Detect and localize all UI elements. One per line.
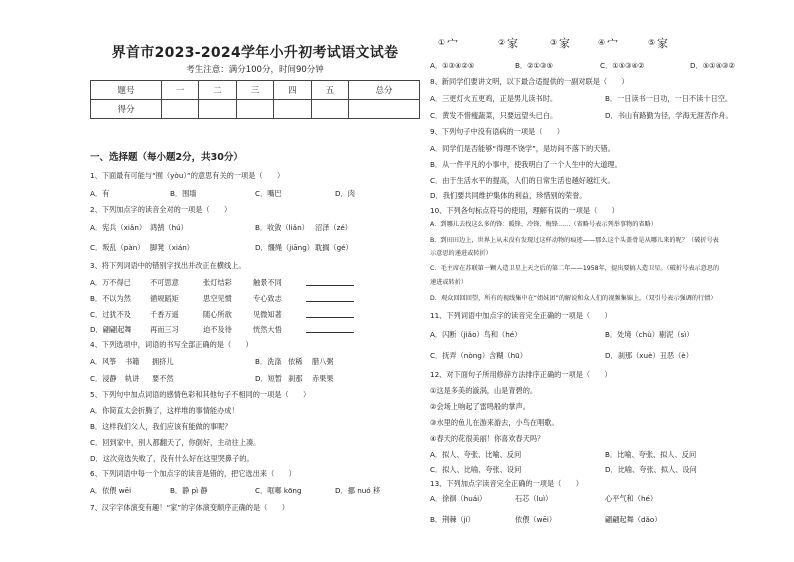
option[interactable]: B．收敛（liǎn） [255, 223, 309, 232]
question-6: 6、下列词语中每一个加点字的读音是错的，把它选出来（ ） [90, 469, 296, 478]
score-input-cell[interactable] [311, 100, 348, 119]
score-cell: 总分 [349, 81, 420, 100]
question-9: 9、下列句子中没有语病的一项是（ ） [430, 127, 564, 136]
ancient-glyph-icon: 家 [657, 37, 668, 50]
option[interactable]: B．洗涤 [255, 357, 282, 366]
word: 循规蹈矩 [150, 294, 179, 303]
ancient-glyph-icon: 宀 [447, 37, 458, 50]
word: 书籍 [125, 357, 140, 366]
word: 刹那 [288, 374, 303, 383]
score-value-row [91, 100, 420, 119]
option[interactable]: B．静 pì 静 [170, 486, 208, 495]
option[interactable]: C．毛主席在苏联第一颗人造卫星上天之后的第二年——1958年，提出要搞人造卫星。（破折号表示意思的 [430, 265, 720, 272]
word: 依偎（wēi） [515, 515, 557, 524]
word: 思空见惯 [203, 294, 232, 303]
word: 恍然大悟 [253, 325, 282, 334]
score-input-cell[interactable] [199, 100, 236, 119]
answer-blank[interactable] [300, 295, 354, 302]
option-part: 脚凳（xián） [150, 243, 194, 252]
question-8: 8、新同学们要讲文明，以下最合适提供的一副对联是（ ） [430, 77, 629, 86]
word: 赤果果 [312, 374, 334, 383]
option[interactable]: A．风筝 [90, 357, 117, 366]
glyph-label: ② [498, 38, 506, 47]
word: 石芯（luì） [515, 494, 553, 503]
option[interactable]: C．叛乱（pàn） [90, 243, 145, 252]
option-cont: 示意思的递进或转折） [430, 250, 492, 257]
score-cell: 二 [199, 81, 236, 100]
answer-blank[interactable] [300, 279, 354, 286]
glyph-label: ④ [598, 38, 606, 47]
option[interactable]: A．依偎 wēi [90, 486, 132, 495]
word: 再而三习 [150, 325, 179, 334]
score-cell: 题号 [91, 81, 162, 100]
section-heading: 一、选择题（每小题2分，共30分） [90, 152, 243, 163]
option[interactable]: A．①③④②⑤ [430, 61, 475, 70]
option[interactable]: C．回到家中，别人都翻天了，你倒好，主动往上凑。 [90, 438, 261, 447]
option[interactable]: A．宪兵（xiǎn） [90, 223, 147, 232]
score-input-cell[interactable] [161, 100, 198, 119]
question-7: 7、汉字字体演变有趣！“家”的字体演变顺序正确的是（ ） [90, 503, 289, 512]
word: 心平气和（hé） [605, 494, 658, 503]
score-input-cell[interactable] [274, 100, 311, 119]
option[interactable]: C．由于生活水平的提高，人们的日常生活也越好越红火。 [430, 176, 615, 185]
word: 专心致志 [253, 294, 282, 303]
option[interactable]: B．处境（chù）剔泥（sì） [605, 330, 694, 339]
question-2: 2、下列加点字的读音全对的一项是（ ） [90, 205, 232, 214]
option: B．不以为然 [90, 294, 131, 303]
option[interactable]: A．你简直太会折腾了，这样堆的事情能办成！ [90, 406, 239, 415]
question-1: 1、下面最有可能与“囿（yòu）”的意思有关的一项是（ ） [90, 171, 285, 180]
question-5: 5、下列句中加点词语的感情色彩和其他句子不相同的一项是（ ） [90, 390, 311, 399]
option[interactable]: A．到哪儿去找这么多的锋：暖锋、冷锋、梅锋……（省略号表示列举事物的省略） [430, 221, 657, 228]
exam-title: 界首市2023-2024学年小升初考试语文试卷 [111, 45, 399, 61]
sentence: ③水里的鱼儿在游来游去，小鸟在唱歌。 [430, 418, 559, 427]
option[interactable]: B．荆棘（jí） [430, 515, 475, 524]
option: D．翩翩起舞 [90, 325, 132, 334]
glyph-label: ① [438, 38, 446, 47]
sentence: ①这是多美的漩涡，山是青碧的。 [430, 386, 538, 395]
word: 千香万遥 [150, 310, 179, 319]
question-12: 12、对下面句子所用修辞方法排序正确的一项是（ ） [430, 370, 612, 379]
option[interactable]: A．闪断（jiǎo）鸟和（hé） [430, 330, 522, 339]
score-input-cell[interactable] [236, 100, 273, 119]
word: 见微知著 [253, 310, 282, 319]
option[interactable]: C．拟人、比喻、夸张、设问 [430, 465, 522, 474]
option[interactable]: D．⑤①④③② [690, 61, 735, 70]
question-4: 4、下列选项中，词语的书写全部正确的是（ ） [90, 340, 253, 349]
option[interactable]: D．比喻、夸张、拟人、设问 [605, 465, 697, 474]
option[interactable]: A．同学们是否能够“得理不饶学”，是坊间不落下的天错。 [430, 144, 615, 153]
word: 轨讲 [125, 374, 140, 383]
ancient-glyph-icon: 家 [507, 37, 518, 50]
word: 迫不及待 [203, 325, 232, 334]
option[interactable]: C．哐啷 kōng [255, 486, 302, 495]
option[interactable]: D．观众回回回望，所有的视线集中在“姐妹团”的解说和众人们的视频集锦上。（双引号表示强调的行情） [430, 295, 717, 302]
option[interactable]: C．黄发不惜瘦蔬菜，只要远望头已白。 [430, 111, 558, 120]
question-10: 10、下列各句标点符号的使用，理解有误的一项是（ ） [430, 206, 619, 215]
option[interactable]: B．到田田边上，世界上从未没有发现过这样动物的痕迹——那么这个头盖骨是从哪儿来的呢？（破折号表 [430, 237, 719, 244]
option[interactable]: C．抚弄（nòng）含糊（hū） [430, 351, 527, 360]
option[interactable]: B．这样我们父人，我们应该有能做的事呢？ [90, 422, 232, 431]
option[interactable]: D．缰绳（jiāng） [255, 243, 314, 252]
word: 拥挤儿 [152, 357, 174, 366]
score-input-cell[interactable] [349, 100, 420, 119]
option: A．万不得已 [90, 278, 131, 287]
option[interactable]: D．挪 nuó 移 [335, 486, 381, 495]
option-part: 沼泽（zé） [315, 223, 352, 232]
score-cell: 得分 [91, 100, 162, 119]
option[interactable]: D．我们要共同维护集体的利益，珍惜别的荣誉。 [430, 191, 587, 200]
score-cell: 一 [161, 81, 198, 100]
option-part: 耽搁（gé） [315, 243, 353, 252]
option[interactable]: D．短暂 [255, 374, 283, 383]
score-cell: 四 [274, 81, 311, 100]
question-13: 13、下列加点字读音完全正确的一项是（ ） [430, 479, 583, 488]
exam-notice: 考生注意：满分100分，时间90分钟 [186, 65, 324, 75]
option-cont: 递进或转折） [430, 279, 468, 286]
word: 随心所欲 [203, 310, 232, 319]
word: 翩翩起舞（dǎo） [605, 515, 662, 524]
ancient-glyph-icon: 宀 [607, 37, 618, 50]
sentence: ②会场上响起了雷鸣般的掌声。 [430, 402, 530, 411]
sentence: ④春天的花很美丽！你喜欢春天吗？ [430, 434, 545, 443]
option[interactable]: B．从一件平凡的小事中，使我明白了一个人生中的大道理。 [430, 160, 622, 169]
answer-blank[interactable] [300, 326, 354, 333]
option[interactable]: D．肉 [335, 189, 355, 198]
word: 张灯结彩 [203, 278, 232, 287]
glyph-label: ③ [550, 38, 558, 47]
question-11: 11、下列词语中加点字的读音完全正确的一项是（ ） [430, 311, 612, 320]
option[interactable]: B．比喻、夸张、拟人、反问 [605, 450, 697, 459]
word: 依稀 [288, 357, 303, 366]
option[interactable]: D．这次竞选失败了，没有什么好在这里哭鼻子的。 [90, 454, 254, 463]
option[interactable]: B．一日读书一日功，一日不读十日空。 [605, 94, 733, 103]
option[interactable]: D．书山有路勤为径，学海无涯苦作舟。 [605, 111, 733, 120]
option[interactable]: C．嘴巴 [255, 189, 282, 198]
score-header-row [91, 81, 420, 100]
ancient-glyph-icon: 家 [559, 37, 570, 50]
option: C．过犹不及 [90, 310, 131, 319]
question-3: 3、将下列词语中的错别字找出并改正在横线上。 [90, 261, 246, 270]
option[interactable]: A．三更灯火五更鸡，正是男儿读书时。 [430, 94, 558, 103]
word: 不可思意 [150, 278, 179, 287]
option-part: 鸿鹄（hú） [150, 223, 188, 232]
word: 触景不同 [253, 278, 282, 287]
score-table [90, 80, 420, 119]
option[interactable]: A．徐徊（huái） [430, 494, 487, 503]
option[interactable]: B．围墙 [170, 189, 197, 198]
option[interactable]: C．①⑤③④② [600, 61, 645, 70]
option[interactable]: B．②①③⑤ [515, 61, 553, 70]
option[interactable]: A．拟人、夸张、比喻、反问 [430, 450, 522, 459]
score-cell: 五 [311, 81, 348, 100]
option[interactable]: D．刹那（xuè）丑恶（è） [605, 351, 693, 360]
word: 要不然 [152, 374, 174, 383]
glyph-label: ⑤ [648, 38, 656, 47]
answer-blank[interactable] [300, 311, 354, 318]
option[interactable]: A．有 [90, 189, 110, 198]
option[interactable]: C．浸静 [90, 374, 117, 383]
word: 腊八粥 [312, 357, 334, 366]
score-cell: 三 [236, 81, 273, 100]
